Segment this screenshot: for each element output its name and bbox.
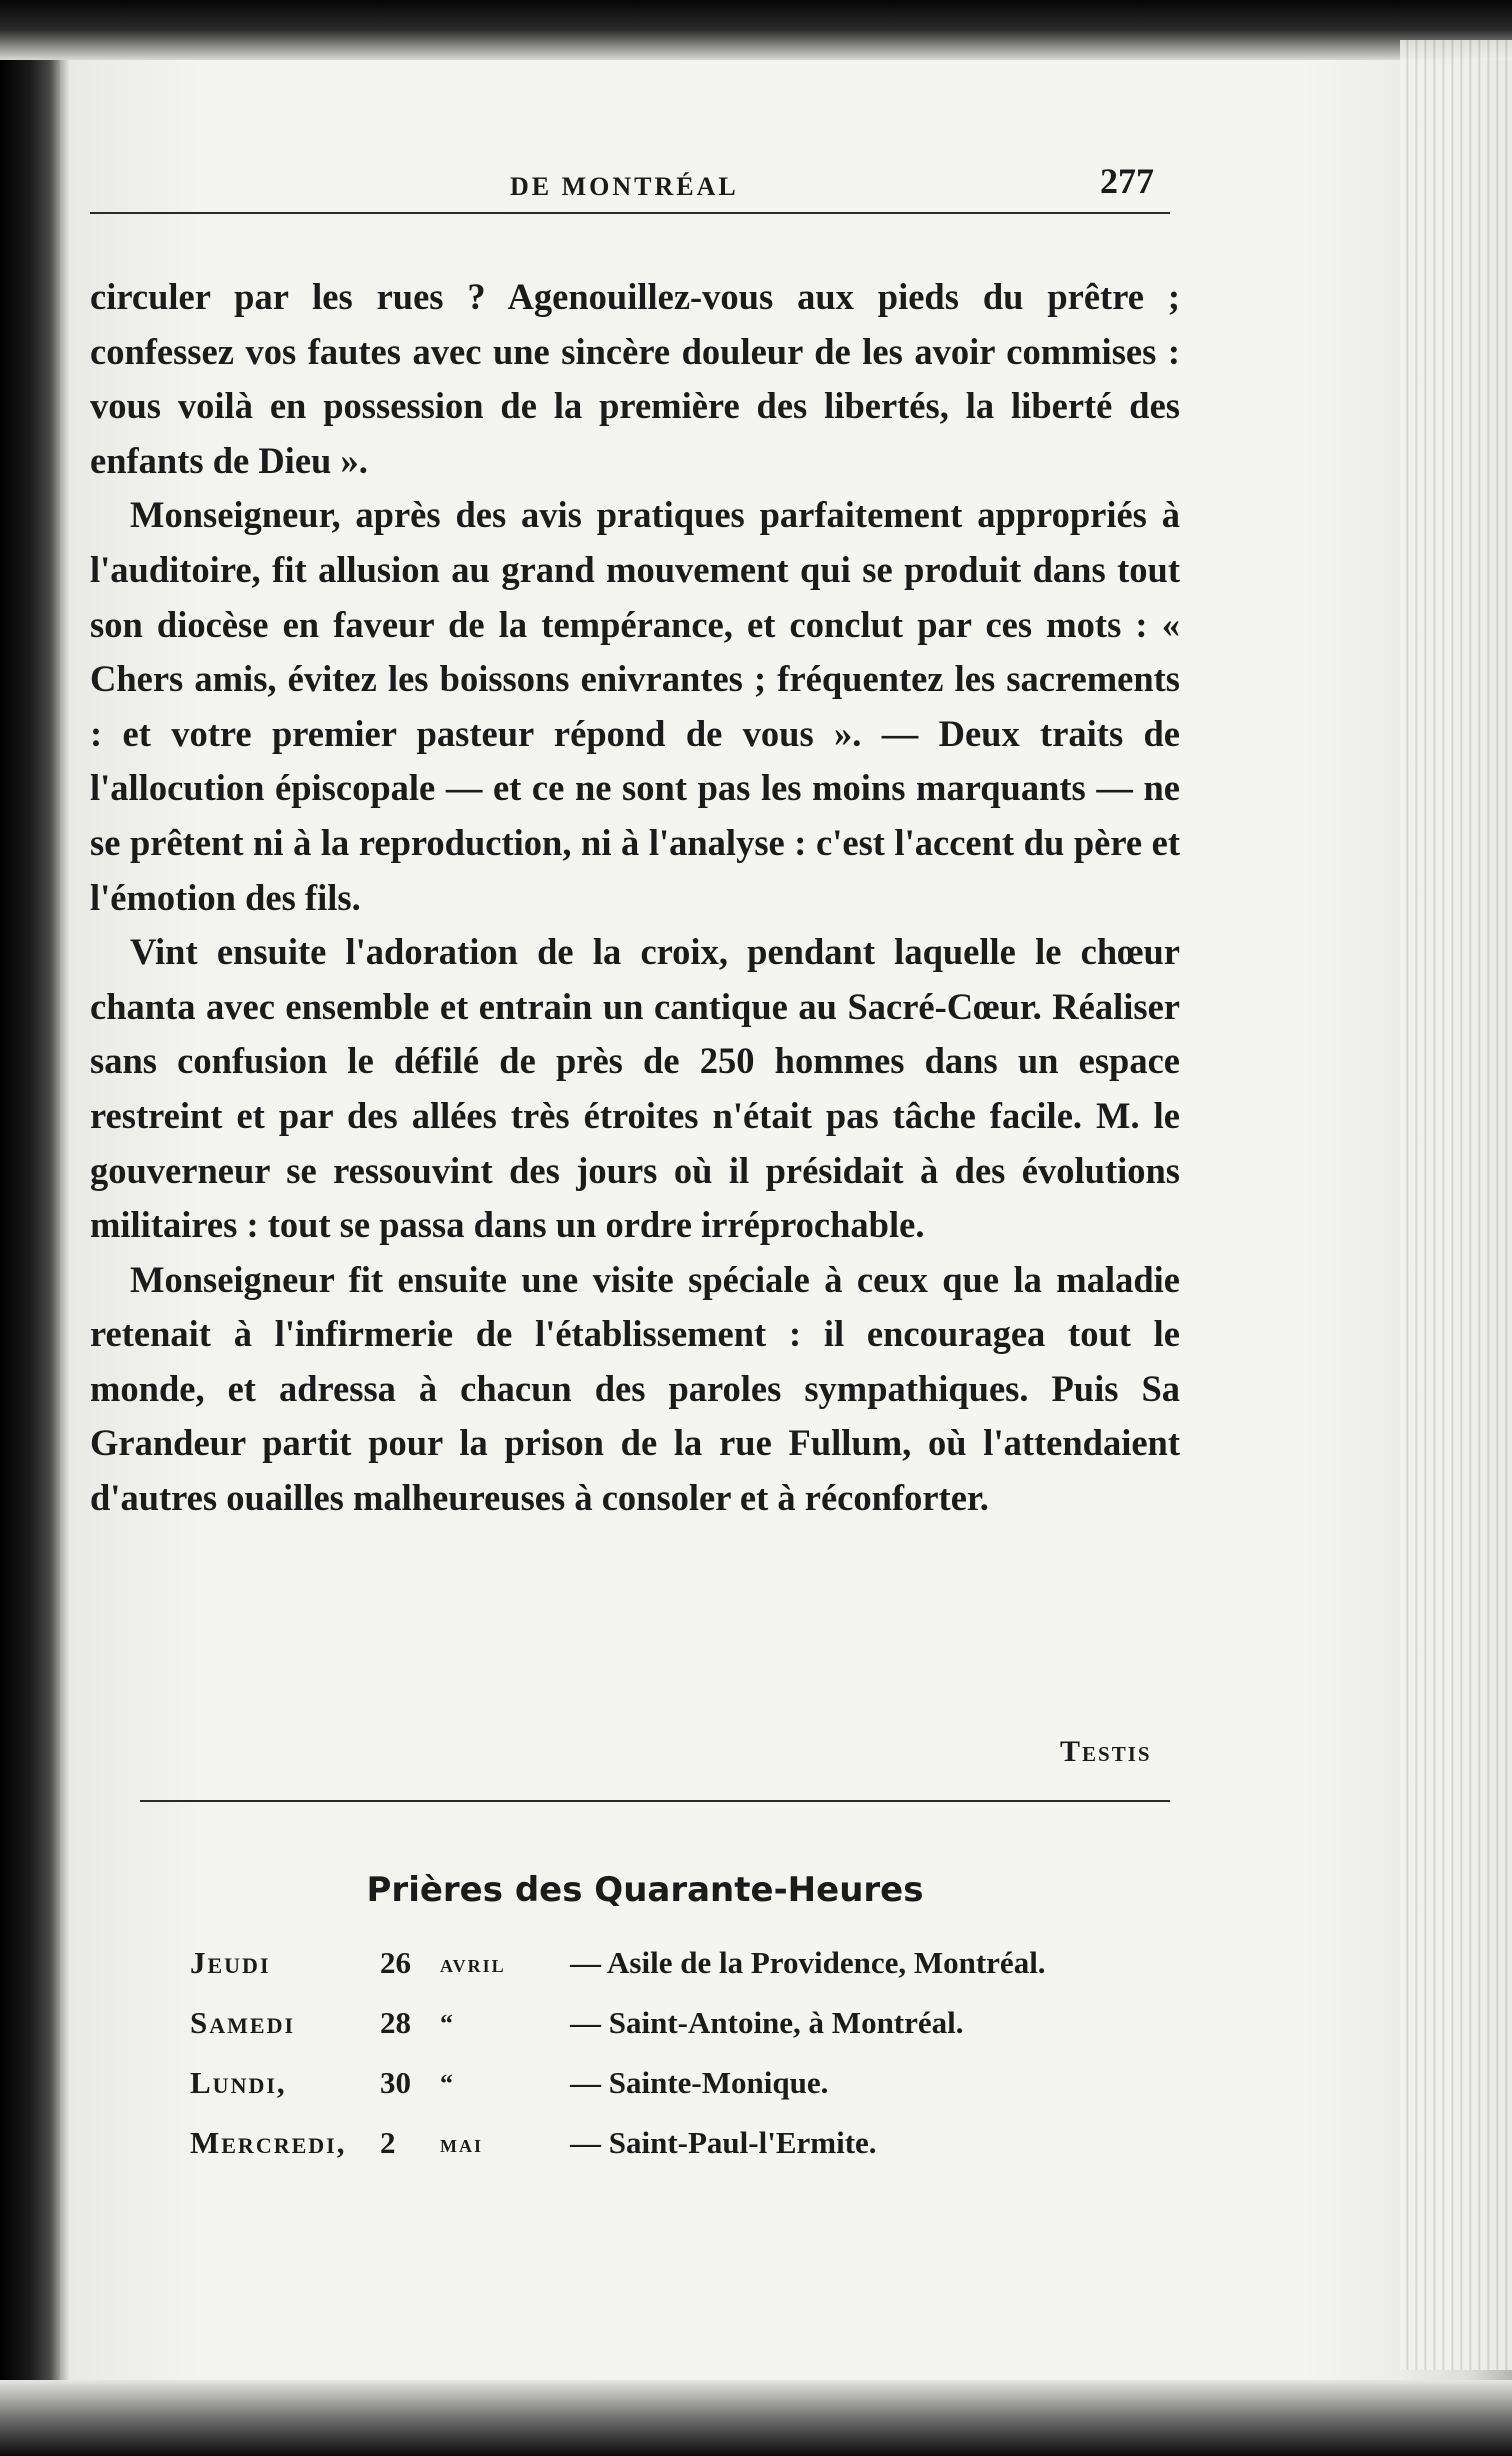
top-scan-shadow xyxy=(0,0,1512,60)
schedule-day: Mercredi, xyxy=(190,2125,347,2160)
schedule-date: 2 xyxy=(380,2125,396,2160)
article-body xyxy=(90,270,1180,1526)
schedule-list xyxy=(190,1945,1190,2185)
paragraph-3: Vint ensuite l'adoration de la croix, pendant laquelle le chœur chanta avec ensemble et entrain un cantique au Sacré-Cœur. Réaliser sans confusion le défilé de près de 250 hommes dans un espace restreint et par des allées très étroites n'était pas tâche facile. M. le gouverneur se ressouvint des jours où il présidait à des évolutions militaires : tout se passa dans un ordre irréprochable. xyxy=(90,931,1180,1246)
book-binding-shadow xyxy=(0,0,60,2456)
schedule-month: “ xyxy=(440,2069,455,2098)
running-head xyxy=(90,160,1180,220)
schedule-day: Jeudi xyxy=(190,1945,271,1980)
schedule-date: 26 xyxy=(380,1945,411,1980)
paragraph-2: Monseigneur, après des avis pratiques parfaitement appropriés à l'auditoire, fit allusion au grand mouvement qui se produit dans tout son diocèse en faveur de la tempérance, et conclut par ces mots : « Chers amis, évitez les boissons enivrantes ; fréquentez les sacrements : et votre premier pasteur répond de vous ». — Deux traits de l'allocution épiscopale — et ce ne sont pas les moins marquants — ne se prêtent ni à la reproduction, ni à l'analyse : c'est l'accent du père et l'émotion des fils. xyxy=(90,494,1180,918)
schedule-day: Samedi xyxy=(190,2005,296,2040)
schedule-row xyxy=(190,2065,1190,2125)
schedule-month: “ xyxy=(440,2009,455,2038)
schedule-date: 30 xyxy=(380,2065,411,2100)
bottom-scan-shadow xyxy=(0,2380,1512,2456)
schedule-place: — Saint-Antoine, à Montréal. xyxy=(570,2005,964,2040)
schedule-month: mai xyxy=(440,2129,483,2158)
schedule-day: Lundi, xyxy=(190,2065,287,2100)
schedule-place: — Sainte-Monique. xyxy=(570,2065,829,2100)
schedule-row xyxy=(190,2005,1190,2065)
schedule-place: — Asile de la Providence, Montréal. xyxy=(570,1945,1046,1980)
signature: Testis xyxy=(1060,1735,1152,1768)
paragraph-1: circuler par les rues ? Agenouillez-vous aux pieds du prêtre ; confessez vos fautes avec une sincère douleur de les avoir commises : vous voilà en possession de la première des libertés, la liberté des enfants de Dieu ». xyxy=(90,276,1180,481)
schedule-row xyxy=(190,1945,1190,2005)
header-rule xyxy=(90,212,1170,214)
section-title: Prières des Quarante-Heures xyxy=(366,1870,924,1910)
running-title: DE MONTRÉAL xyxy=(510,172,739,201)
page-edges xyxy=(1400,40,1512,2370)
paragraph-4: Monseigneur fit ensuite une visite spéciale à ceux que la maladie retenait à l'infirmerie de l'établissement : il encouragea tout le monde, et adressa à chacun des paroles sympathiques. Puis Sa Grandeur partit pour la prison de la rue Fullum, où l'attendaient d'autres ouailles malheureuses à consoler et à réconforter. xyxy=(90,1258,1180,1519)
schedule-month: avril xyxy=(440,1949,506,1978)
schedule-place: — Saint-Paul-l'Ermite. xyxy=(570,2125,877,2160)
section-rule xyxy=(140,1800,1170,1802)
schedule-row xyxy=(190,2125,1190,2185)
book-page xyxy=(90,100,1200,2360)
schedule-date: 28 xyxy=(380,2005,411,2040)
page-number: 277 xyxy=(1100,161,1154,201)
